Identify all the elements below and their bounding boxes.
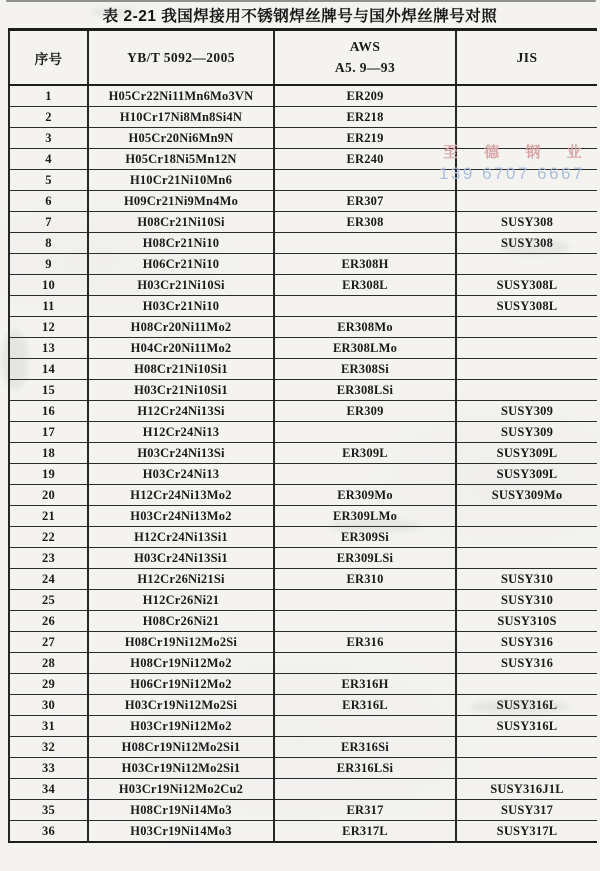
- table-header: [9, 30, 597, 86]
- yb-grade-cell: H08Cr21Ni10Si1: [88, 359, 274, 380]
- row-number-cell: 5: [9, 170, 88, 191]
- yb-grade-cell: H12Cr24Ni13Mo2: [88, 485, 274, 506]
- aws-grade-cell: [274, 590, 456, 611]
- scan-smudge: [330, 520, 420, 532]
- row-number-cell: 28: [9, 653, 88, 674]
- row-number-cell: 20: [9, 485, 88, 506]
- row-number-cell: 23: [9, 548, 88, 569]
- table-row: [9, 359, 597, 380]
- scan-smudge: [470, 700, 570, 714]
- jis-grade-cell: SUSY308: [456, 233, 597, 254]
- table-row: [9, 422, 597, 443]
- table-row: [9, 674, 597, 695]
- jis-grade-cell: [456, 85, 597, 107]
- row-number-cell: 13: [9, 338, 88, 359]
- aws-grade-cell: [274, 464, 456, 485]
- jis-grade-cell: SUSY308L: [456, 275, 597, 296]
- scan-smudge: [90, 8, 140, 16]
- aws-grade-cell: [274, 716, 456, 737]
- row-number-cell: 1: [9, 85, 88, 107]
- aws-grade-cell: ER308Mo: [274, 317, 456, 338]
- table-row: [9, 548, 597, 569]
- row-number-cell: 3: [9, 128, 88, 149]
- jis-grade-cell: [456, 506, 597, 527]
- jis-grade-cell: SUSY309L: [456, 464, 597, 485]
- row-number-cell: 32: [9, 737, 88, 758]
- table-row: [9, 464, 597, 485]
- wire-grade-comparison-table: [8, 28, 597, 843]
- table-row: [9, 800, 597, 821]
- yb-grade-cell: H03Cr24Ni13Mo2: [88, 506, 274, 527]
- jis-grade-cell: [456, 359, 597, 380]
- yb-grade-cell: H03Cr24Ni13Si1: [88, 548, 274, 569]
- jis-grade-cell: SUSY308L: [456, 296, 597, 317]
- aws-grade-cell: [274, 779, 456, 800]
- aws-grade-cell: ER316: [274, 632, 456, 653]
- jis-grade-cell: [456, 527, 597, 548]
- row-number-cell: 7: [9, 212, 88, 233]
- row-number-cell: 19: [9, 464, 88, 485]
- row-number-cell: 6: [9, 191, 88, 212]
- jis-grade-cell: SUSY309L: [456, 443, 597, 464]
- scan-smudge: [500, 240, 570, 254]
- row-number-cell: 15: [9, 380, 88, 401]
- yb-grade-cell: H03Cr24Ni13Si: [88, 443, 274, 464]
- yb-grade-cell: H12Cr24Ni13: [88, 422, 274, 443]
- yb-grade-cell: H08Cr26Ni21: [88, 611, 274, 632]
- aws-grade-cell: ER307: [274, 191, 456, 212]
- jis-grade-cell: [456, 254, 597, 275]
- aws-grade-cell: [274, 422, 456, 443]
- table-row: [9, 737, 597, 758]
- row-number-cell: 31: [9, 716, 88, 737]
- row-number-cell: 17: [9, 422, 88, 443]
- row-number-cell: 11: [9, 296, 88, 317]
- jis-grade-cell: [456, 737, 597, 758]
- yb-grade-cell: H06Cr21Ni10: [88, 254, 274, 275]
- table-row: [9, 380, 597, 401]
- aws-grade-cell: ER310: [274, 569, 456, 590]
- row-number-cell: 34: [9, 779, 88, 800]
- table-row: [9, 779, 597, 800]
- aws-grade-cell: ER316H: [274, 674, 456, 695]
- aws-grade-cell: ER308LSi: [274, 380, 456, 401]
- aws-grade-cell: ER308H: [274, 254, 456, 275]
- row-number-cell: 35: [9, 800, 88, 821]
- jis-grade-cell: [456, 758, 597, 779]
- row-number-cell: 2: [9, 107, 88, 128]
- table-row: [9, 107, 597, 128]
- jis-grade-cell: SUSY316L: [456, 695, 597, 716]
- page-title: 表 2-21 我国焊接用不锈钢焊丝牌号与国外焊丝牌号对照: [102, 8, 498, 25]
- jis-grade-cell: [456, 191, 597, 212]
- table-row: [9, 275, 597, 296]
- table-row: [9, 254, 597, 275]
- aws-grade-cell: ER309: [274, 401, 456, 422]
- watermark-phone-number: 139 6707 6667: [439, 164, 585, 183]
- row-number-cell: 27: [9, 632, 88, 653]
- yb-grade-cell: H12Cr26Ni21: [88, 590, 274, 611]
- yb-grade-cell: H08Cr19Ni12Mo2Si: [88, 632, 274, 653]
- jis-grade-cell: [456, 674, 597, 695]
- table-row: [9, 338, 597, 359]
- scan-edge-artifact: [6, 0, 596, 2]
- yb-grade-cell: H10Cr21Ni10Mn6: [88, 170, 274, 191]
- yb-grade-cell: H03Cr19Ni12Mo2: [88, 716, 274, 737]
- row-number-cell: 29: [9, 674, 88, 695]
- row-number-cell: 8: [9, 233, 88, 254]
- table-row: [9, 569, 597, 590]
- aws-grade-cell: ER218: [274, 107, 456, 128]
- yb-grade-cell: H08Cr21Ni10Si: [88, 212, 274, 233]
- column-header-yb: YB/T 5092—2005: [88, 30, 274, 86]
- row-number-cell: 25: [9, 590, 88, 611]
- yb-grade-cell: H09Cr21Ni9Mn4Mo: [88, 191, 274, 212]
- table-row: [9, 212, 597, 233]
- row-number-cell: 4: [9, 149, 88, 170]
- jis-grade-cell: [456, 107, 597, 128]
- row-number-cell: 24: [9, 569, 88, 590]
- jis-grade-cell: SUSY316: [456, 653, 597, 674]
- aws-grade-cell: ER240: [274, 149, 456, 170]
- table-row: [9, 401, 597, 422]
- yb-grade-cell: H08Cr21Ni10: [88, 233, 274, 254]
- jis-grade-cell: SUSY316L: [456, 716, 597, 737]
- yb-grade-cell: H04Cr20Ni11Mo2: [88, 338, 274, 359]
- yb-grade-cell: H03Cr19Ni12Mo2Si1: [88, 758, 274, 779]
- yb-grade-cell: H03Cr19Ni12Mo2Si: [88, 695, 274, 716]
- yb-grade-cell: H05Cr22Ni11Mn6Mo3VN: [88, 85, 274, 107]
- jis-grade-cell: SUSY310: [456, 569, 597, 590]
- table-row: [9, 611, 597, 632]
- yb-grade-cell: H08Cr19Ni12Mo2: [88, 653, 274, 674]
- yb-grade-cell: H03Cr21Ni10Si1: [88, 380, 274, 401]
- table-row: [9, 653, 597, 674]
- jis-grade-cell: [456, 338, 597, 359]
- table-row: [9, 821, 597, 843]
- table-row: [9, 85, 597, 107]
- jis-grade-cell: [456, 548, 597, 569]
- aws-grade-cell: [274, 170, 456, 191]
- yb-grade-cell: H12Cr24Ni13Si: [88, 401, 274, 422]
- jis-grade-cell: SUSY310S: [456, 611, 597, 632]
- jis-grade-cell: [456, 317, 597, 338]
- row-number-cell: 22: [9, 527, 88, 548]
- yb-grade-cell: H12Cr26Ni21Si: [88, 569, 274, 590]
- table-row: [9, 590, 597, 611]
- aws-grade-cell: ER309LSi: [274, 548, 456, 569]
- jis-grade-cell: SUSY309: [456, 401, 597, 422]
- aws-grade-cell: ER316Si: [274, 737, 456, 758]
- scan-smudge: [2, 330, 28, 390]
- table-row: [9, 296, 597, 317]
- aws-grade-cell: ER308LMo: [274, 338, 456, 359]
- jis-grade-cell: [456, 170, 597, 191]
- table-row: [9, 317, 597, 338]
- aws-grade-cell: ER316L: [274, 695, 456, 716]
- row-number-cell: 36: [9, 821, 88, 843]
- jis-grade-cell: SUSY309Mo: [456, 485, 597, 506]
- row-number-cell: 9: [9, 254, 88, 275]
- table-row: [9, 149, 597, 170]
- yb-grade-cell: H08Cr20Ni11Mo2: [88, 317, 274, 338]
- table-row: [9, 506, 597, 527]
- aws-grade-cell: [274, 233, 456, 254]
- aws-grade-cell: ER308L: [274, 275, 456, 296]
- yb-grade-cell: H08Cr19Ni14Mo3: [88, 800, 274, 821]
- row-number-cell: 30: [9, 695, 88, 716]
- yb-grade-cell: H12Cr24Ni13Si1: [88, 527, 274, 548]
- watermark-company-name: 至 德 钢 业: [443, 144, 593, 161]
- aws-grade-cell: ER316LSi: [274, 758, 456, 779]
- row-number-cell: 26: [9, 611, 88, 632]
- aws-grade-cell: [274, 611, 456, 632]
- row-number-cell: 16: [9, 401, 88, 422]
- column-header-aws-line1: AWS: [349, 39, 381, 55]
- yb-grade-cell: H03Cr24Ni13: [88, 464, 274, 485]
- table-row: [9, 716, 597, 737]
- jis-grade-cell: SUSY317L: [456, 821, 597, 843]
- aws-grade-cell: ER219: [274, 128, 456, 149]
- aws-grade-cell: ER309L: [274, 443, 456, 464]
- aws-grade-cell: ER309Mo: [274, 485, 456, 506]
- table-row: [9, 443, 597, 464]
- aws-grade-cell: ER309Si: [274, 527, 456, 548]
- column-header-jis: JIS: [456, 30, 597, 86]
- yb-grade-cell: H10Cr17Ni8Mn8Si4N: [88, 107, 274, 128]
- table-row: [9, 170, 597, 191]
- jis-grade-cell: SUSY316: [456, 632, 597, 653]
- aws-grade-cell: ER209: [274, 85, 456, 107]
- table-row: [9, 128, 597, 149]
- yb-grade-cell: H06Cr19Ni12Mo2: [88, 674, 274, 695]
- jis-grade-cell: [456, 149, 597, 170]
- aws-grade-cell: [274, 653, 456, 674]
- jis-grade-cell: [456, 380, 597, 401]
- jis-grade-cell: [456, 128, 597, 149]
- row-number-cell: 14: [9, 359, 88, 380]
- jis-grade-cell: SUSY309: [456, 422, 597, 443]
- yb-grade-cell: H03Cr19Ni14Mo3: [88, 821, 274, 843]
- jis-grade-cell: SUSY310: [456, 590, 597, 611]
- table-body: [9, 85, 597, 842]
- column-header-aws-line2: A5. 9—93: [334, 59, 396, 75]
- yb-grade-cell: H03Cr21Ni10: [88, 296, 274, 317]
- aws-grade-cell: ER309LMo: [274, 506, 456, 527]
- jis-grade-cell: SUSY317: [456, 800, 597, 821]
- yb-grade-cell: H03Cr21Ni10Si: [88, 275, 274, 296]
- aws-grade-cell: ER308: [274, 212, 456, 233]
- column-header-no: 序号: [9, 30, 88, 86]
- yb-grade-cell: H03Cr19Ni12Mo2Cu2: [88, 779, 274, 800]
- row-number-cell: 33: [9, 758, 88, 779]
- table-row: [9, 632, 597, 653]
- yb-grade-cell: H08Cr19Ni12Mo2Si1: [88, 737, 274, 758]
- row-number-cell: 21: [9, 506, 88, 527]
- row-number-cell: 12: [9, 317, 88, 338]
- column-header-aws: [274, 30, 456, 86]
- row-number-cell: 18: [9, 443, 88, 464]
- yb-grade-cell: H05Cr18Ni5Mn12N: [88, 149, 274, 170]
- jis-grade-cell: SUSY316J1L: [456, 779, 597, 800]
- table-row: [9, 485, 597, 506]
- aws-grade-cell: ER317: [274, 800, 456, 821]
- jis-grade-cell: SUSY308: [456, 212, 597, 233]
- table-row: [9, 527, 597, 548]
- aws-grade-cell: [274, 296, 456, 317]
- aws-grade-cell: ER308Si: [274, 359, 456, 380]
- yb-grade-cell: H05Cr20Ni6Mn9N: [88, 128, 274, 149]
- table-row: [9, 758, 597, 779]
- row-number-cell: 10: [9, 275, 88, 296]
- aws-grade-cell: ER317L: [274, 821, 456, 843]
- table-row: [9, 191, 597, 212]
